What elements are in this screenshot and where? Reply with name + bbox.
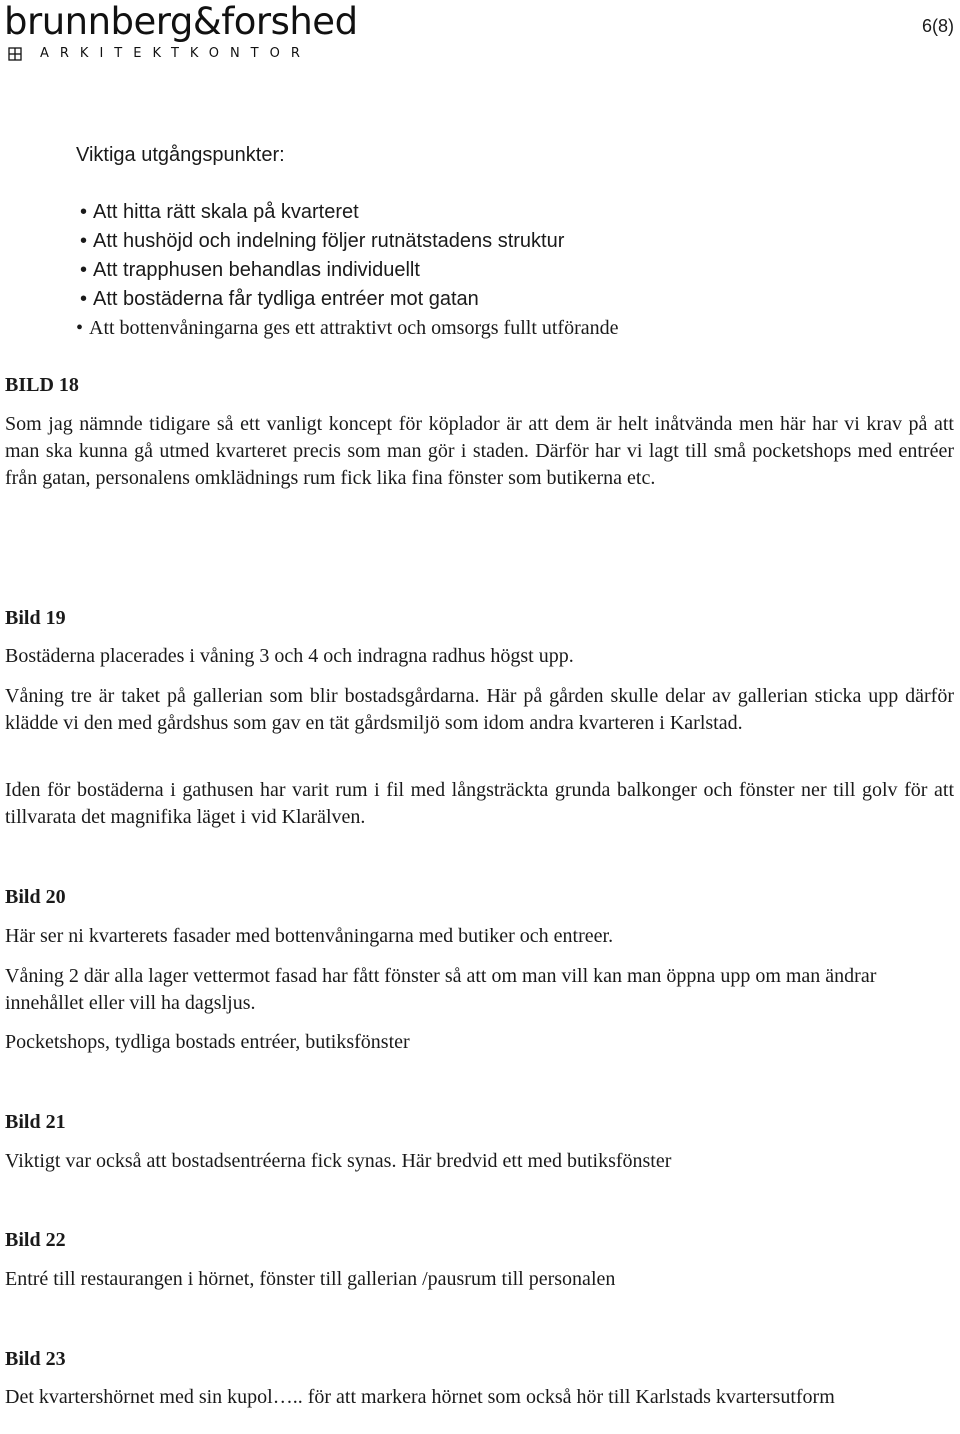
paragraph: Våning 2 där alla lager vettermot fasad har fått fönster så att om man vill kan man öppna upp om man ändrar innehållet eller vill ha dagsljus. xyxy=(5,965,877,1014)
logo-subtitle-text: ARKITEKTKONTOR xyxy=(40,46,311,61)
grid-logo-icon xyxy=(8,47,22,61)
paragraph: Iden för bostäderna i gathusen har varit rum i fil med långsträckta grunda balkonger och fönster ner till golv för att tillvarata det magnifika läget i vid Klarälven. xyxy=(5,779,954,828)
paragraph: Våning tre är taket på gallerian som blir bostadsgårdarna. Här på gården skulle delar av gallerian sticka upp därför klädde vi den med gårdshus som gav en tät gårdsmiljö som idom andra kvarteren i Karlstad. xyxy=(5,685,954,734)
paragraph: Bostäderna placerades i våning 3 och 4 och indragna radhus högst upp. xyxy=(5,645,574,667)
section-title-bild-22: Bild 22 xyxy=(5,1229,66,1251)
list-item: • Att hushöjd och indelning följer rutnätstadens struktur xyxy=(80,230,565,252)
section-title-bild-23: Bild 23 xyxy=(5,1348,66,1370)
company-logo-subtitle xyxy=(8,45,311,63)
intro-heading: Viktiga utgångspunkter: xyxy=(76,144,285,166)
company-logo-name: brunnberg&forshed xyxy=(4,0,358,43)
key-points-list xyxy=(76,198,619,343)
section-title-bild-20: Bild 20 xyxy=(5,886,66,908)
paragraph: Pocketshops, tydliga bostads entréer, butiksfönster xyxy=(5,1031,410,1053)
list-item: • Att hitta rätt skala på kvarteret xyxy=(80,201,359,223)
paragraph: Här ser ni kvarterets fasader med bottenvåningarna med butiker och entreer. xyxy=(5,925,614,947)
paragraph: Det kvartershörnet med sin kupol….. för att markera hörnet som också hör till Karlstads kvartersutform xyxy=(5,1386,835,1408)
list-item: • Att bostäderna får tydliga entréer mot gatan xyxy=(80,288,479,310)
section-title-bild-18: BILD 18 xyxy=(5,374,79,396)
section-title-bild-21: Bild 21 xyxy=(5,1111,66,1133)
paragraph: Entré till restaurangen i hörnet, fönster till gallerian /pausrum till personalen xyxy=(5,1268,616,1290)
list-item: • Att bottenvåningarna ges ett attraktivt och omsorgs fullt utförande xyxy=(76,317,619,339)
page-number: 6(8) xyxy=(921,16,954,36)
paragraph: Som jag nämnde tidigare så ett vanligt koncept för köplador är att dem är helt inåtvända men här har vi krav på att man ska kunna gå utmed kvarteret precis som man gör i staden. Därför har vi lagt till små pocketshops med entréer från gatan, personalens omklädnings rum fick lika fina fönster som butikerna etc. xyxy=(5,413,954,489)
paragraph: Viktigt var också att bostadsentréerna fick synas. Här bredvid ett med butiksfönster xyxy=(5,1150,672,1172)
section-title-bild-19: Bild 19 xyxy=(5,607,66,629)
list-item: • Att trapphusen behandlas individuellt xyxy=(80,259,420,281)
